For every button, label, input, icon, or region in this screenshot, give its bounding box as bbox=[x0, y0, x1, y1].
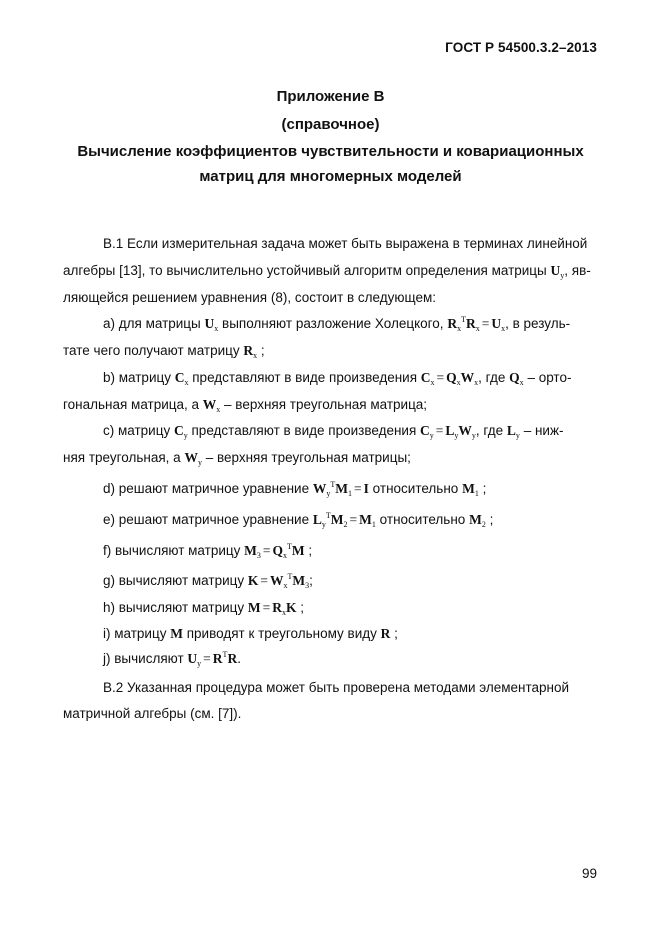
sub-x: x bbox=[456, 378, 461, 387]
symbol-M: M bbox=[247, 600, 261, 615]
symbol-U: U bbox=[550, 263, 561, 278]
sub-x: x bbox=[283, 581, 288, 590]
sub-1: 1 bbox=[474, 489, 479, 498]
symbol-M: M bbox=[244, 543, 257, 558]
equals-sign: = bbox=[481, 316, 490, 331]
symbol-W: W bbox=[460, 370, 475, 385]
symbol-R: R bbox=[212, 651, 223, 666]
step-i-text-2: приводят к треугольному виду bbox=[186, 626, 377, 641]
appendix-title: Приложение В bbox=[276, 88, 385, 105]
sub-y: y bbox=[471, 431, 476, 440]
step-e bbox=[103, 512, 493, 528]
step-h bbox=[103, 600, 304, 616]
sub-y: y bbox=[560, 271, 565, 280]
step-i-text-1: i) матрицу bbox=[103, 626, 167, 641]
sup-T: T bbox=[222, 650, 228, 659]
step-h-text-2: ; bbox=[300, 600, 305, 615]
sup-T: T bbox=[330, 480, 336, 489]
symbol-Q: Q bbox=[446, 370, 457, 385]
sub-1: 1 bbox=[348, 489, 353, 498]
step-b-text-2: представляют в виде произведения bbox=[192, 370, 418, 385]
sub-y: y bbox=[326, 489, 331, 498]
sup-T: T bbox=[325, 511, 331, 520]
sub-y: y bbox=[183, 431, 188, 440]
sup-T: T bbox=[287, 572, 293, 581]
step-d-text-2: относительно bbox=[372, 481, 459, 496]
sub-x: x bbox=[519, 378, 524, 387]
step-a-text-1: а) для матрицы bbox=[103, 316, 201, 331]
symbol-U: U bbox=[204, 316, 215, 331]
sub-x: x bbox=[216, 405, 221, 414]
sub-x: x bbox=[184, 378, 189, 387]
step-j-text-2: . bbox=[237, 651, 241, 666]
sub-3: 3 bbox=[305, 581, 310, 590]
step-e-text-3: ; bbox=[489, 512, 494, 527]
symbol-L: L bbox=[445, 423, 455, 438]
step-a-text-2: выполняют разложение Холецкого, bbox=[222, 316, 444, 331]
symbol-Q: Q bbox=[509, 370, 520, 385]
b1-line-1: В.1 Если измерительная задача может быть выражена в терминах линейной bbox=[103, 236, 588, 251]
step-c-text-1: c) матрицу bbox=[103, 423, 171, 438]
step-e-text-2: относительно bbox=[379, 512, 466, 527]
step-c-text-4: – ниж- bbox=[523, 423, 564, 438]
symbol-M: M bbox=[292, 573, 306, 588]
step-c-text-2: представляют в виде произведения bbox=[191, 423, 417, 438]
sup-T: T bbox=[287, 542, 292, 551]
symbol-K: K bbox=[247, 573, 259, 588]
symbol-R: R bbox=[243, 343, 254, 358]
step-b-text-3: , где bbox=[478, 370, 506, 385]
sub-x: x bbox=[214, 324, 219, 333]
symbol-M: M bbox=[359, 512, 372, 527]
symbol-M: M bbox=[462, 481, 475, 496]
step-c-text-5: няя треугольная, а bbox=[63, 450, 181, 465]
symbol-R: R bbox=[447, 316, 458, 331]
step-a-line-1 bbox=[103, 316, 570, 332]
sub-y: y bbox=[515, 431, 520, 440]
sub-2: 2 bbox=[481, 520, 486, 529]
step-h-text-1: h) вычисляют матрицу bbox=[103, 600, 245, 615]
b2-line-1: В.2 Указанная процедура может быть проверена методами элементарной bbox=[103, 680, 570, 695]
sup-T: T bbox=[461, 315, 466, 324]
sub-x: x bbox=[474, 378, 479, 387]
symbol-R: R bbox=[272, 600, 283, 615]
symbol-C: C bbox=[420, 370, 431, 385]
step-a-text-5: ; bbox=[260, 343, 265, 358]
b1-line-2a: алгебры [13], то вычислительно устойчивый алгоритм определения матрицы bbox=[63, 263, 547, 278]
step-g-text-1: g) вычисляют матрицу bbox=[103, 573, 245, 588]
step-d bbox=[103, 481, 486, 497]
sub-x: x bbox=[475, 324, 480, 333]
step-d-text-3: ; bbox=[482, 481, 487, 496]
appendix-kind: (справочное) bbox=[281, 116, 380, 133]
step-c-text-3: , где bbox=[475, 423, 504, 438]
symbol-M: M bbox=[291, 543, 305, 558]
step-c-text-6: – верхняя треугольная матрицы; bbox=[205, 450, 411, 465]
sub-x: x bbox=[430, 378, 435, 387]
b2-line-2: матричной алгебры (см. [7]). bbox=[63, 706, 242, 721]
step-g bbox=[103, 573, 313, 589]
equals-sign: = bbox=[436, 370, 445, 385]
step-f bbox=[103, 543, 312, 559]
step-j-text-1: j) вычисляют bbox=[103, 651, 184, 666]
symbol-L: L bbox=[506, 423, 516, 438]
sub-x: x bbox=[501, 324, 506, 333]
page-number: 99 bbox=[581, 866, 597, 881]
step-b-line-2 bbox=[63, 397, 427, 413]
symbol-M: M bbox=[330, 512, 344, 527]
step-f-text-1: f) вычисляют матрицу bbox=[103, 543, 241, 558]
step-c-line-2 bbox=[63, 450, 411, 466]
symbol-M: M bbox=[335, 481, 349, 496]
symbol-W: W bbox=[312, 481, 327, 496]
sub-y: y bbox=[454, 431, 459, 440]
symbol-C: C bbox=[174, 370, 185, 385]
equals-sign: = bbox=[262, 543, 271, 558]
appendix-heading-line-2: матриц для многомерных моделей bbox=[199, 168, 462, 185]
equals-sign: = bbox=[260, 573, 269, 588]
b1-line-2 bbox=[63, 263, 591, 279]
step-i-text-3: ; bbox=[394, 626, 398, 641]
symbol-U: U bbox=[491, 316, 502, 331]
step-b-text-4: – орто- bbox=[527, 370, 572, 385]
step-a-text-4: тате чего получают матрицу bbox=[63, 343, 240, 358]
step-a-line-2 bbox=[63, 343, 265, 359]
step-j bbox=[103, 651, 241, 667]
symbol-Q: Q bbox=[272, 543, 284, 558]
equals-sign: = bbox=[354, 481, 362, 496]
symbol-R: R bbox=[227, 651, 238, 666]
symbol-W: W bbox=[270, 573, 284, 588]
step-a-text-3: , в резуль- bbox=[505, 316, 571, 331]
step-g-text-2: ; bbox=[309, 573, 313, 588]
sub-x: x bbox=[457, 324, 462, 333]
step-b-line-1 bbox=[103, 370, 571, 386]
sub-1: 1 bbox=[371, 520, 376, 529]
sub-x: x bbox=[253, 351, 258, 360]
equals-sign: = bbox=[203, 651, 211, 666]
symbol-I: I bbox=[363, 481, 369, 496]
symbol-L: L bbox=[312, 512, 322, 527]
sub-y: y bbox=[197, 458, 202, 467]
symbol-W: W bbox=[458, 423, 472, 438]
symbol-K: K bbox=[286, 600, 297, 615]
symbol-W: W bbox=[202, 397, 217, 412]
b1-line-2b: , яв- bbox=[564, 263, 591, 278]
appendix-heading-line-1: Вычисление коэффициентов чувствительности и ковариационных bbox=[77, 143, 584, 160]
sub-y: y bbox=[321, 520, 326, 529]
equals-sign: = bbox=[349, 512, 358, 527]
standard-number: ГОСТ Р 54500.3.2–2013 bbox=[445, 40, 597, 55]
symbol-M: M bbox=[469, 512, 482, 527]
symbol-R: R bbox=[380, 626, 391, 641]
symbol-R: R bbox=[465, 316, 476, 331]
b1-line-3: ляющейся решением уравнения (8), состоит в следующем: bbox=[63, 290, 437, 305]
step-b-text-6: – верхняя треугольная матрица; bbox=[224, 397, 428, 412]
symbol-C: C bbox=[420, 423, 430, 438]
step-c-line-1 bbox=[103, 423, 563, 439]
step-d-text-1: d) решают матричное уравнение bbox=[103, 481, 310, 496]
symbol-U: U bbox=[187, 651, 198, 666]
sub-2: 2 bbox=[343, 520, 348, 529]
step-b-text-5: гональная матрица, а bbox=[63, 397, 200, 412]
sub-y: y bbox=[197, 659, 202, 668]
symbol-M: M bbox=[170, 626, 183, 641]
step-i bbox=[103, 626, 398, 642]
sub-3: 3 bbox=[256, 551, 261, 560]
step-f-text-2: ; bbox=[308, 543, 313, 558]
symbol-W: W bbox=[184, 450, 198, 465]
equals-sign: = bbox=[435, 423, 444, 438]
step-b-text-1: b) матрицу bbox=[103, 370, 171, 385]
sub-x: x bbox=[282, 608, 287, 617]
equals-sign: = bbox=[262, 600, 271, 615]
step-e-text-1: e) решают матричное уравнение bbox=[103, 512, 310, 527]
sub-y: y bbox=[429, 431, 434, 440]
sub-x: x bbox=[283, 551, 288, 560]
symbol-C: C bbox=[173, 423, 184, 438]
